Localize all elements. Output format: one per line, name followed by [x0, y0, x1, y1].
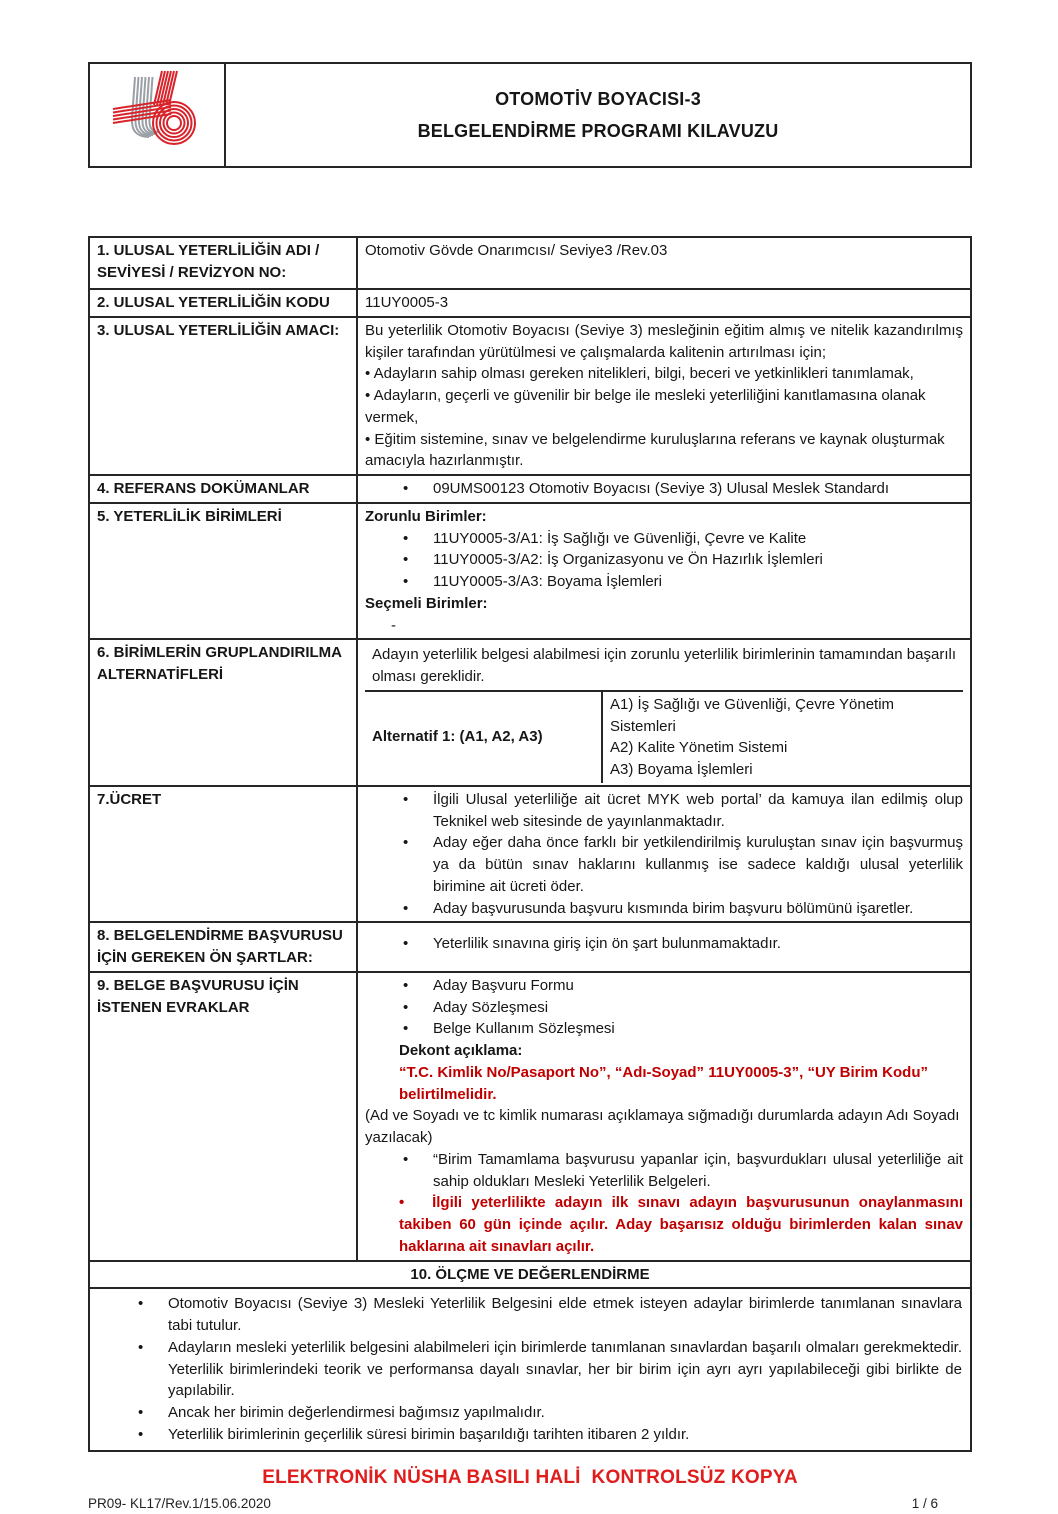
document-item: • Aday Başvuru Formu	[365, 975, 963, 997]
optional-units-value: -	[391, 616, 396, 634]
unit-item: • 11UY0005-3/A1: İş Sağlığı ve Güvenliği, Çevre ve Kalite	[365, 528, 963, 550]
optional-units-heading: Seçmeli Birimler:	[365, 594, 488, 612]
table-row-section10-body	[89, 1288, 971, 1450]
purpose-bullet: • Eğitim sistemine, sınav ve belgelendirme kuruluşlarına referans ve kaynak oluşturmak amacıyla hazırlanmıştır.	[365, 430, 945, 470]
document-content	[88, 62, 972, 1514]
section10-title: 10. ÖLÇME VE DEĞERLENDİRME	[89, 1261, 971, 1289]
row9-value	[357, 972, 971, 1261]
row6-value	[357, 639, 971, 786]
row2-value: 11UY0005-3	[357, 289, 971, 317]
reference-item: • 09UMS00123 Otomotiv Boyacısı (Seviye 3) Ulusal Meslek Standardı	[365, 478, 963, 500]
document-code: PR09- KL17/Rev.1/15.06.2020	[88, 1496, 271, 1512]
row8-label: 8. BELGELENDİRME BAŞVURUSU İÇİN GEREKEN ÖN ŞARTLAR:	[89, 922, 357, 972]
exam-opening-red-note: • İlgili yeterlilikte adayın ilk sınavı adayın başvurusunun onaylanmasını takiben 60 gün içinde açılır. Aday başarısız olduğu birimlerden kalan sınav haklarına ait sınavları açılır.	[365, 1192, 963, 1257]
page-number: 1 / 6	[911, 1496, 938, 1512]
fee-item: • Aday başvurusunda başvuru kısmında birim başvuru bölümünü işaretler.	[365, 898, 963, 920]
dekont-red-note: “T.C. Kimlik No/Pasaport No”, “Adı-Soyad” 11UY0005-3”, “UY Birim Kodu” belirtilmelidir.	[399, 1063, 929, 1103]
table-row-references	[89, 475, 971, 503]
document-title: OTOMOTİV BOYACISI-3	[495, 89, 701, 110]
purpose-bullet: • Adayların, geçerli ve güvenilir bir belge ile mesleki yeterliliğini kanıtlamasına olanak vermek,	[365, 387, 926, 426]
row3-value	[357, 317, 971, 475]
alternative-unit: A1) İş Sağlığı ve Güvenliği, Çevre Yönetim Sistemleri	[610, 695, 895, 735]
precondition-item: • Yeterlilik sınavına giriş için ön şart bulunmamaktadır.	[365, 933, 963, 955]
unit-item: • 11UY0005-3/A3: Boyama İşlemleri	[365, 571, 963, 593]
table-row-units	[89, 503, 971, 640]
assessment-item: • Otomotiv Boyacısı (Seviye 3) Mesleki Yeterlilik Belgesini elde etmek isteyen adaylar birimlerde tanımlanan sınavlara tabi tutulur.	[98, 1293, 962, 1337]
row1-label: 1. ULUSAL YETERLİLİĞİN ADI / SEVİYESİ / REVİZYON NO:	[89, 237, 357, 289]
logo-cell	[90, 64, 226, 166]
alternative-unit: A3) Boyama İşlemleri	[610, 761, 753, 778]
dekont-heading: Dekont açıklama:	[399, 1042, 523, 1059]
row7-value	[357, 786, 971, 923]
row1-value: Otomotiv Gövde Onarımcısı/ Seviye3 /Rev.03	[357, 237, 971, 289]
table-row-code	[89, 289, 971, 317]
document-subtitle: BELGELENDİRME PROGRAMI KILAVUZU	[417, 120, 779, 141]
table-row-section10-title	[89, 1261, 971, 1289]
assessment-item: • Ancak her birimin değerlendirmesi bağımsız yapılmalıdır.	[98, 1402, 962, 1424]
certification-table	[88, 236, 972, 1452]
alternative-unit: A2) Kalite Yönetim Sistemi	[610, 739, 788, 757]
document-item: • Aday Sözleşmesi	[365, 997, 963, 1019]
uncontrolled-copy-warning: ELEKTRONİK NÜSHA BASILI HALİ KONTROLSÜZ KOPYA	[262, 1466, 798, 1488]
alternative-units	[603, 692, 963, 783]
row4-value	[357, 475, 971, 503]
row6-label: 6. BİRİMLERİN GRUPLANDIRILMA ALTERNATİFLERİ	[89, 639, 357, 786]
mandatory-units-heading: Zorunlu Birimler:	[365, 507, 487, 525]
row5-value	[357, 503, 971, 640]
purpose-bullet: • Adayların sahip olması gereken nitelikleri, bilgi, beceri ve yetkinlikleri tanımlamak,	[365, 365, 914, 383]
alternatives-subtable	[365, 690, 963, 783]
row5-label: 5. YETERLİLİK BİRİMLERİ	[89, 503, 357, 640]
fee-item: • Aday eğer daha önce farklı bir yetkilendirilmiş kuruluştan sınav için başvurmuş ya da bütün sınav haklarını kullanmış ise sadece kaldığı ulusal yeterlilik birimine ait ücreti öder.	[365, 832, 963, 897]
table-row-grouping	[89, 639, 971, 786]
table-row-purpose	[89, 317, 971, 475]
row3-label: 3. ULUSAL YETERLİLİĞİN AMACI:	[89, 317, 357, 475]
document-item: • Belge Kullanım Sözleşmesi	[365, 1018, 963, 1040]
purpose-intro: Bu yeterlilik Otomotiv Boyacısı (Seviye 3) mesleğinin eğitim almış ve nitelik kazandırılmış kişiler tarafından yürütülmesi ve çalışmalarda kalitenin artırılması için;	[365, 321, 963, 361]
table-row-documents	[89, 972, 971, 1261]
row7-label: 7.ÜCRET	[89, 786, 357, 923]
row8-value	[357, 922, 971, 972]
name-note: (Ad ve Soyadı ve tc kimlik numarası açıklamaya sığmadığı durumlarda adayın Adı Soyadı yazılacak)	[365, 1107, 960, 1146]
document-header	[88, 62, 972, 168]
row2-label: 2. ULUSAL YETERLİLİĞİN KODU	[89, 289, 357, 317]
title-cell	[226, 64, 970, 166]
table-row-fee	[89, 786, 971, 923]
tb-logo	[107, 67, 207, 163]
alternative-label: Alternatif 1: (A1, A2, A3)	[365, 692, 603, 783]
footer-row	[88, 1494, 972, 1514]
table-row-name	[89, 237, 971, 289]
unit-completion-note: • “Birim Tamamlama başvurusu yapanlar için, başvurdukları ulusal yeterliliğe ait sahip oldukları Mesleki Yeterlilik Belgeleri.	[365, 1149, 963, 1193]
table-row-preconditions	[89, 922, 971, 972]
assessment-item: • Adayların mesleki yeterlilik belgesini alabilmeleri için birimlerde tanımlanan sınavlardan başarılı olmaları gerekmektedir. Yeterlilik birimlerindeki teorik ve performansa dayalı sınavlar, her bir birim için ayrı ayrı yapılabileceği gibi birlikte de yapılabilir.	[98, 1337, 962, 1402]
row9-label: 9. BELGE BAŞVURUSU İÇİN İSTENEN EVRAKLAR	[89, 972, 357, 1261]
grouping-intro: Adayın yeterlilik belgesi alabilmesi için zorunlu yeterlilik birimlerinin tamamından başarılı olması gereklidir.	[372, 646, 956, 685]
unit-item: • 11UY0005-3/A2: İş Organizasyonu ve Ön Hazırlık İşlemleri	[365, 549, 963, 571]
section10-body	[89, 1288, 971, 1450]
assessment-item: • Yeterlilik birimlerinin geçerlilik süresi birimin başarıldığı tarihten itibaren 2 yıldır.	[98, 1424, 962, 1446]
row4-label: 4. REFERANS DOKÜMANLAR	[89, 475, 357, 503]
fee-item: • İlgili Ulusal yeterliliğe ait ücret MYK web portal’ da kamuya ilan edilmiş olup Teknikel web sitesinde de yayınlanmaktadır.	[365, 789, 963, 833]
